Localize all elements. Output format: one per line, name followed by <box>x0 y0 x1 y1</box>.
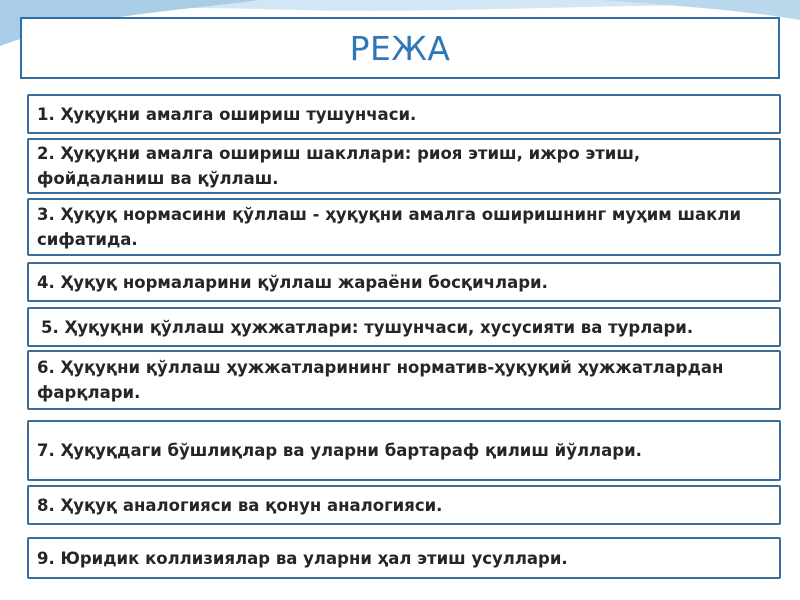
plan-item-text: 3. Ҳуқуқ нормасини қўллаш - ҳуқуқни амалга оширишнинг муҳим шакли сифатида. <box>37 205 742 249</box>
plan-item-3 <box>27 198 781 256</box>
plan-item-1 <box>27 94 781 134</box>
plan-item-text: 8. Ҳуқуқ аналогияси ва қонун аналогияси. <box>37 495 443 515</box>
plan-item-text: 6. Ҳуқуқни қўллаш ҳужжатларининг норматив-ҳуқуқий ҳужжатлардан фарқлари. <box>37 358 724 402</box>
plan-item-9 <box>27 537 781 579</box>
plan-item-2 <box>27 138 781 194</box>
plan-item-text: 9. Юридик коллизиялар ва уларни ҳал этиш усуллари. <box>37 548 568 568</box>
plan-item-4 <box>27 262 781 302</box>
plan-item-8 <box>27 485 781 525</box>
plan-item-5 <box>27 307 781 347</box>
plan-item-7 <box>27 420 781 481</box>
page-title: РЕЖА <box>349 28 451 68</box>
title-box <box>20 17 780 79</box>
plan-item-text: 1. Ҳуқуқни амалга ошириш тушунчаси. <box>37 104 417 124</box>
plan-item-6 <box>27 350 781 410</box>
plan-item-text: 5. Ҳуқуқни қўллаш ҳужжатлари: тушунчаси, хусусияти ва турлари. <box>41 317 694 337</box>
plan-item-text: 2. Ҳуқуқни амалга ошириш шакллари: риоя этиш, ижро этиш, фойдаланиш ва қўллаш. <box>37 144 641 188</box>
plan-item-text: 7. Ҳуқуқдаги бўшлиқлар ва уларни бартараф қилиш йўллари. <box>37 441 642 460</box>
plan-item-text: 4. Ҳуқуқ нормаларини қўллаш жараёни босқичлари. <box>37 272 548 292</box>
